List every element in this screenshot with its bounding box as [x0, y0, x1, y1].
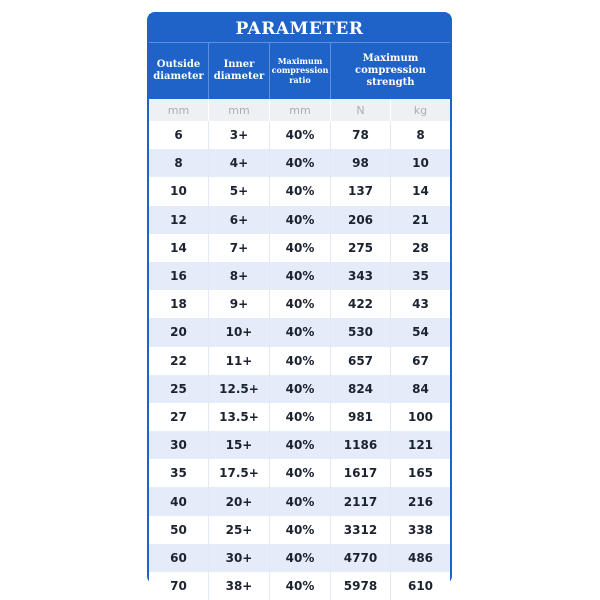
table-cell: 14	[149, 234, 209, 262]
table-cell: 40%	[270, 206, 331, 234]
table-cell: 54	[412, 325, 429, 340]
table-cell: 9+	[209, 290, 270, 318]
parameter-table-card	[147, 12, 452, 594]
table-cell: 206	[331, 206, 391, 234]
table-cell: 18	[149, 290, 209, 318]
table-cell: 10+	[209, 318, 270, 346]
table-header	[149, 42, 450, 99]
table-cell: 3312	[331, 516, 391, 544]
table-cell: 20+	[209, 487, 270, 515]
table-cell: 7+	[209, 234, 270, 262]
table-cell: 13.5+	[209, 403, 270, 431]
header-max-compression-strength: Maximum compression strength	[355, 53, 426, 88]
header-outside-diameter: Outside diameter	[149, 43, 209, 99]
table-cell: 17.5+	[209, 459, 270, 487]
table-cell: 1617	[331, 459, 391, 487]
table-cell: 3+	[209, 121, 270, 149]
table-cell: 35	[149, 459, 209, 487]
table-cell: 15+	[209, 431, 270, 459]
table-cell: 40%	[270, 347, 331, 375]
table-row	[149, 318, 450, 346]
table-cell: 40%	[270, 262, 331, 290]
table-cell: 40%	[270, 544, 331, 572]
table-cell: 70	[149, 572, 209, 600]
table-cell: 30	[149, 431, 209, 459]
table-title: PARAMETER	[149, 14, 450, 42]
table-cell: 530	[331, 318, 391, 346]
table-row	[149, 149, 450, 177]
table-cell: 40%	[270, 459, 331, 487]
unit-cell: mm	[270, 99, 331, 121]
table-cell: 8+	[209, 262, 270, 290]
table-row	[149, 572, 450, 600]
table-row	[149, 121, 450, 149]
table-cell: 422	[331, 290, 391, 318]
table-row	[149, 347, 450, 375]
table-cell: 40%	[270, 121, 331, 149]
table-cell: 275	[331, 234, 391, 262]
table-cell: 40%	[270, 431, 331, 459]
table-cell: 78	[331, 121, 391, 149]
table-cell: 40%	[270, 403, 331, 431]
table-cell: 35	[412, 269, 429, 284]
table-cell: 40%	[270, 318, 331, 346]
table-row	[149, 290, 450, 318]
header-max-compression-ratio: Maximum compression ratio	[270, 43, 331, 99]
table-cell: 20	[149, 318, 209, 346]
table-cell: 657	[331, 347, 391, 375]
table-cell: 98	[331, 149, 391, 177]
table-cell: 16	[149, 262, 209, 290]
table-cell: 21	[412, 212, 429, 227]
table-row	[149, 459, 450, 487]
table-cell: 40%	[270, 234, 331, 262]
table-cell: 10	[149, 177, 209, 205]
table-cell: 40%	[270, 177, 331, 205]
table-cell: 121	[407, 438, 434, 453]
table-cell: 40%	[270, 149, 331, 177]
table-cell: 5+	[209, 177, 270, 205]
table-cell: 40%	[270, 290, 331, 318]
table-row	[149, 375, 450, 403]
table-cell: 8	[416, 128, 425, 143]
table-cell: 824	[331, 375, 391, 403]
table-cell: 6+	[209, 206, 270, 234]
table-row	[149, 431, 450, 459]
table-cell: 25	[149, 375, 209, 403]
table-cell: 1186	[331, 431, 391, 459]
table-cell: 165	[407, 466, 434, 481]
table-cell: 67	[412, 353, 429, 368]
table-cell: 40%	[270, 572, 331, 600]
table-cell: 981	[331, 403, 391, 431]
unit-cell: mm	[149, 99, 209, 121]
table-cell: 38+	[209, 572, 270, 600]
table-cell: 4770	[331, 544, 391, 572]
table-cell: 8	[149, 149, 209, 177]
table-cell: 50	[149, 516, 209, 544]
table-cell: 25+	[209, 516, 270, 544]
unit-cell: kg	[391, 99, 450, 121]
unit-cell: N	[331, 99, 391, 121]
table-cell: 486	[407, 550, 434, 565]
table-row	[149, 206, 450, 234]
table-cell: 11+	[209, 347, 270, 375]
table-cell: 40%	[270, 516, 331, 544]
table-cell: 6	[149, 121, 209, 149]
table-cell: 28	[412, 240, 429, 255]
table-row	[149, 403, 450, 431]
table-cell: 12	[149, 206, 209, 234]
table-cell: 40%	[270, 487, 331, 515]
table-cell: 2117	[331, 487, 391, 515]
table-cell: 43	[412, 297, 429, 312]
table-cell: 100	[407, 409, 434, 424]
table-cell: 4+	[209, 149, 270, 177]
table-cell: 84	[412, 381, 429, 396]
table-cell: 14	[412, 184, 429, 199]
unit-cell: mm	[209, 99, 270, 121]
table-cell: 137	[331, 177, 391, 205]
table-row	[149, 177, 450, 205]
table-row	[149, 234, 450, 262]
table-cell: 5978	[331, 572, 391, 600]
table-cell: 40	[149, 487, 209, 515]
table-row	[149, 262, 450, 290]
table-cell: 27	[149, 403, 209, 431]
table-cell: 216	[407, 494, 434, 509]
table-cell: 40%	[270, 375, 331, 403]
table-row	[149, 487, 450, 515]
table-cell: 10	[412, 156, 429, 171]
table-cell: 12.5+	[209, 375, 270, 403]
table-row	[149, 544, 450, 572]
table-cell: 22	[149, 347, 209, 375]
table-body	[149, 121, 450, 600]
units-row	[149, 99, 450, 121]
table-row	[149, 516, 450, 544]
header-inner-diameter: Inner diameter	[209, 43, 270, 99]
table-cell: 338	[407, 522, 434, 537]
table-cell: 343	[331, 262, 391, 290]
table-cell: 60	[149, 544, 209, 572]
table-cell: 30+	[209, 544, 270, 572]
table-cell: 610	[407, 579, 434, 594]
